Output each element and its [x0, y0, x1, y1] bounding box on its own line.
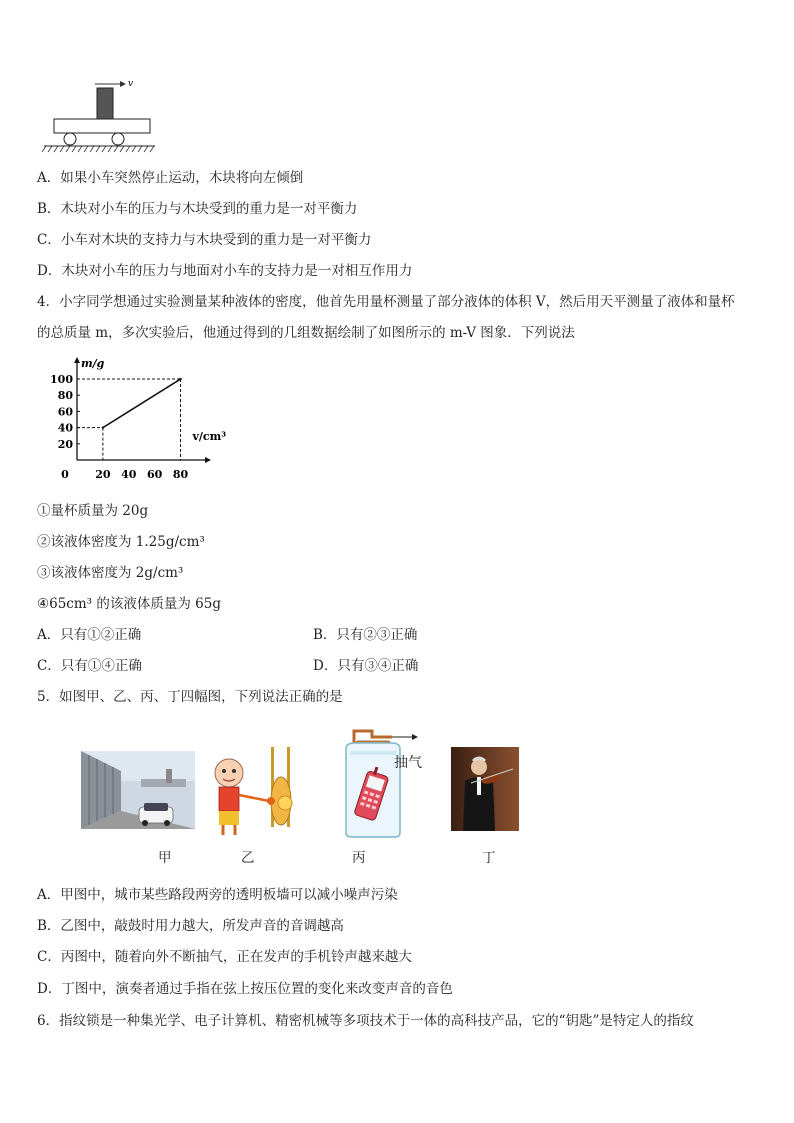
caption-yi: 乙	[241, 850, 255, 866]
data-point	[179, 378, 181, 380]
drum-striking-image	[205, 745, 305, 837]
x-tick-label: 40	[121, 468, 137, 481]
q5-option-d: D．丁图中，演奏者通过手指在弦上按压位置的变化来改变声音的音色	[37, 981, 453, 997]
caption-ding: 丁	[482, 850, 496, 866]
m-v-chart	[50, 355, 235, 485]
q4-option-d: D．只有③④正确	[313, 658, 419, 674]
q4-option-a: A．只有①②正确	[37, 627, 142, 643]
x-tick-label: 0	[61, 468, 69, 481]
series-line	[103, 379, 181, 428]
y-tick-label: 100	[50, 373, 73, 387]
q4-statement-1: ①量杯质量为 20g	[37, 503, 149, 519]
y-axis-label: m/g	[81, 357, 105, 370]
bell-jar-phone-image	[332, 727, 432, 839]
y-tick-label: 20	[57, 437, 73, 451]
q5-option-b: B．乙图中，敲鼓时用力越大，所发声音的音调越高	[37, 918, 344, 934]
q3-option-d: D．木块对小车的压力与地面对小车的支持力是一对相互作用力	[37, 263, 413, 279]
x-axis-label: v/cm³	[192, 430, 227, 443]
q4-stem-line1: 4．小字同学想通过实验测量某种液体的密度，他首先用量杯测量了部分液体的体积 V，然后用天平测量了液体和量杯	[37, 294, 735, 310]
y-tick-label: 80	[57, 389, 73, 403]
y-tick-label: 40	[57, 421, 73, 435]
caption-bing: 丙	[352, 850, 366, 866]
q4-statement-2: ②该液体密度为 1.25g/cm³	[37, 534, 205, 550]
q5-stem: 5．如图甲、乙、丙、丁四幅图，下列说法正确的是	[37, 689, 343, 705]
q4-option-b: B．只有②③正确	[313, 627, 418, 643]
q3-option-c: C．小车对木块的支持力与木块受到的重力是一对平衡力	[37, 232, 372, 248]
q4-statement-4: ④65cm³ 的该液体质量为 65g	[37, 596, 221, 612]
pump-label: 抽气	[394, 755, 422, 771]
data-point	[102, 426, 104, 428]
y-axis-arrow	[74, 357, 80, 363]
q4-stem-line2: 的总质量 m，多次实验后，他通过得到的几组数据绘制了如图所示的 m-V 图象．下列说法	[37, 325, 575, 341]
q6-stem: 6．指纹锁是一种集光学、电子计算机、精密机械等多项技术于一体的高科技产品，它的“钥匙”是特定人的指纹	[37, 1013, 694, 1029]
highway-barrier-image	[81, 751, 195, 829]
q4-statement-3: ③该液体密度为 2g/cm³	[37, 565, 184, 581]
q3-option-b: B．木块对小车的压力与木块受到的重力是一对平衡力	[37, 201, 358, 217]
q5-option-a: A．甲图中，城市某些路段两旁的透明板墙可以减小噪声污染	[37, 887, 398, 903]
velocity-label: v	[128, 79, 134, 89]
x-axis-arrow	[205, 457, 211, 463]
x-tick-label: 80	[172, 468, 189, 481]
q3-option-a: A．如果小车突然停止运动，木块将向左倾倒	[37, 170, 304, 186]
violinist-image	[451, 747, 519, 831]
q4-option-c: C．只有①④正确	[37, 658, 142, 674]
caption-jia: 甲	[158, 850, 172, 866]
x-tick-label: 60	[146, 468, 163, 481]
q5-option-c: C．丙图中，随着向外不断抽气，正在发声的手机铃声越来越大	[37, 949, 412, 965]
y-tick-label: 60	[57, 405, 73, 419]
cart-figure	[40, 76, 160, 156]
x-tick-label: 20	[95, 468, 111, 481]
